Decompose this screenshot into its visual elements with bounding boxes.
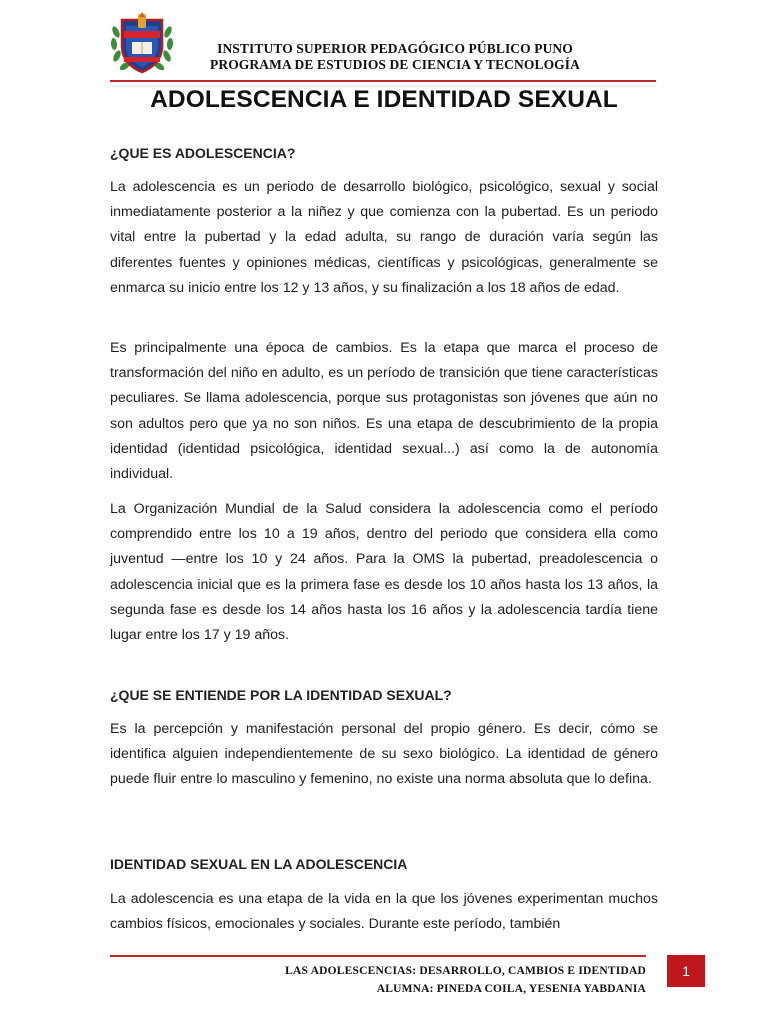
footer-student: ALUMNA: PINEDA COILA, YESENIA YABDANIA bbox=[376, 983, 646, 995]
document-title: ADOLESCENCIA E IDENTIDAD SEXUAL bbox=[150, 86, 618, 113]
section-heading-identidad: ¿QUE SE ENTIENDE POR LA IDENTIDAD SEXUAL? bbox=[110, 687, 452, 703]
header-divider bbox=[110, 80, 656, 82]
section-heading-identidad-adolescencia: IDENTIDAD SEXUAL EN LA ADOLESCENCIA bbox=[110, 856, 408, 872]
paragraph: Es principalmente una época de cambios. Es la etapa que marca el proceso de transformación del niño en adulto, es un período de transición que tiene características peculiares. Se llama adolescencia, porque sus protagonistas son jóvenes que aún no son adultos pero que ya no son niños. Es una etapa de descubrimiento de la propia identidad (identidad psicológica, identidad sexual...) así como la de autonomía individual. bbox=[110, 340, 658, 483]
paragraph: Es la percepción y manifestación personal del propio género. Es decir, cómo se identifica alguien independientemente de su sexo biológico. La identidad de género puede fluir entre lo masculino y femenino, no existe una norma absoluta que lo defina. bbox=[110, 721, 658, 788]
footer-course: LAS ADOLESCENCIAS: DESARROLLO, CAMBIOS E IDENTIDAD bbox=[285, 965, 646, 977]
program-name: PROGRAMA DE ESTUDIOS DE CIENCIA Y TECNOLOGÍA bbox=[210, 57, 580, 72]
paragraph: La Organización Mundial de la Salud considera la adolescencia como el período comprendido entre los 10 a 19 años, dentro del periodo que considera ella como juventud —entre los 10 y 24 años. Para la OMS la pubertad, preadolescencia o adolescencia inicial que es la primera fase es desde los 10 años hasta los 13 años, la segunda fase es desde los 14 años hasta los 16 años y la adolescencia tardía tiene lugar entre los 17 y 19 años. bbox=[110, 501, 658, 644]
paragraph: La adolescencia es un periodo de desarrollo biológico, psicológico, sexual y social inmediatamente posterior a la niñez y que comienza con la pubertad. Es un periodo vital entre la pubertad y la edad adulta, su rango de duración varía según las diferentes fuentes y opiniones médicas, científicas y psicológicas, generalmente se enmarca su inicio entre los 12 y 13 años, y su finalización a los 18 años de edad. bbox=[110, 179, 658, 296]
footer-divider bbox=[110, 955, 646, 957]
institute-name: INSTITUTO SUPERIOR PEDAGÓGICO PÚBLICO PUNO bbox=[217, 41, 573, 56]
section-heading-adolescencia: ¿QUE ES ADOLESCENCIA? bbox=[110, 145, 296, 161]
paragraph: La adolescencia es una etapa de la vida en la que los jóvenes experimentan muchos cambios físicos, emocionales y sociales. Durante este período, también bbox=[110, 891, 658, 933]
page-number: 1 bbox=[667, 955, 705, 987]
institute-logo bbox=[108, 12, 176, 76]
